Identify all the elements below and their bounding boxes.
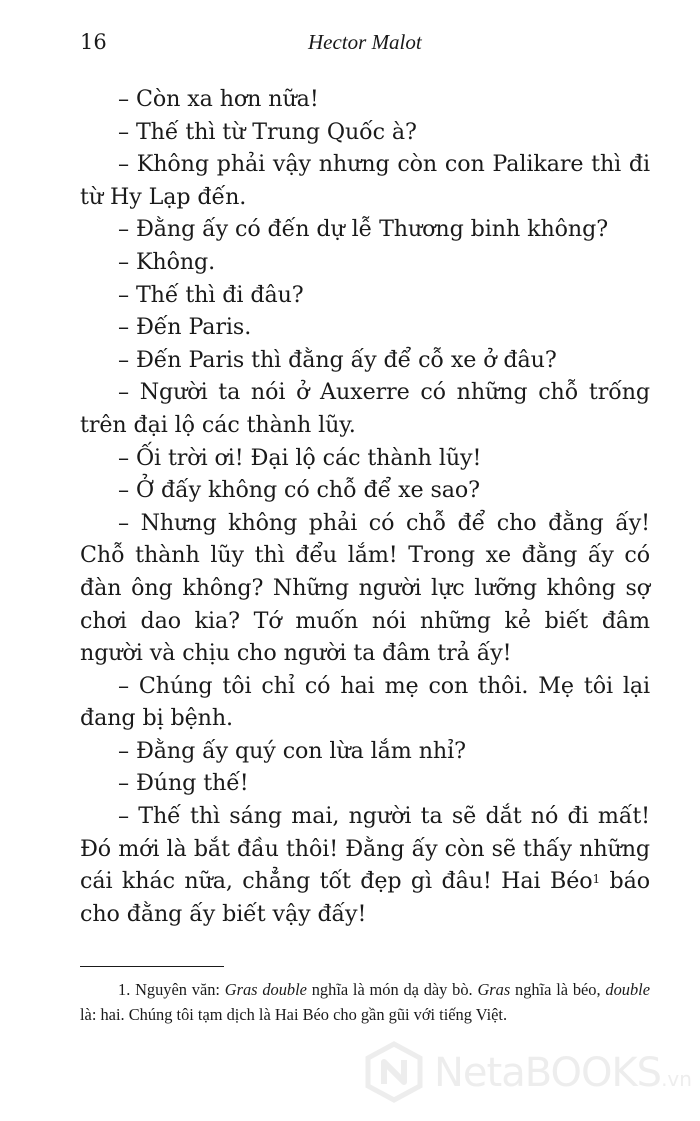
footnote-text: là: hai. Chúng tôi tạm dịch là Hai Béo cho gần gũi với tiếng Việt.: [80, 1005, 508, 1024]
paragraph: – Thế thì đi đâu?: [118, 281, 304, 308]
running-title: Hector Malot: [308, 30, 422, 54]
page-number: 16: [80, 30, 107, 54]
footnote-italic: double: [605, 980, 650, 999]
footnote-italic: Gras: [477, 980, 511, 999]
paragraph: – Đằng ấy quý con lừa lắm nhỉ?: [118, 737, 466, 764]
footnote-reference: 1: [592, 872, 601, 887]
paragraph: – Ở đấy không có chỗ để xe sao?: [118, 477, 480, 504]
paragraph: – Đúng thế!: [118, 770, 249, 797]
paragraph: – Ối trời ơi! Đại lộ các thành lũy!: [118, 444, 482, 471]
paragraph: – Còn xa hơn nữa!: [118, 86, 319, 112]
paragraph-text: – Thế thì sáng mai, người ta sẽ dắt nó đi mất! Đó mới là bắt đầu thôi! Đằng ấy còn sẽ thấy những cái khác nữa, chẳng tốt đẹp gì đâu! Hai Béo: [80, 803, 650, 895]
paragraph: – Chúng tôi chỉ có hai mẹ con thôi. Mẹ tôi lại đang bị bệnh.: [80, 672, 650, 732]
paragraph: – Thế thì từ Trung Quốc à?: [118, 118, 417, 145]
footnote-text: nghĩa là món dạ dày bò.: [306, 980, 478, 999]
footnote-text: Nguyên văn:: [130, 980, 225, 999]
footnote-number: 1.: [118, 980, 131, 999]
paragraph-with-footnote: [80, 800, 650, 930]
netabooks-logo-icon: [362, 1040, 426, 1104]
paragraph: – Người ta nói ở Auxerre có những chỗ trống trên đại lộ các thành lũy.: [80, 379, 650, 438]
watermark-text: [434, 1050, 692, 1096]
footnote-text: nghĩa là béo,: [510, 980, 606, 999]
footnote-italic: Gras double: [224, 980, 307, 999]
paragraph: – Đến Paris thì đằng ấy để cỗ xe ở đâu?: [118, 346, 557, 373]
watermark-brand: NetaBOOKS: [434, 1050, 662, 1096]
footnote: [80, 977, 650, 1027]
paragraph: – Đằng ấy có đến dự lễ Thương binh không?: [118, 216, 608, 243]
paragraph: – Không.: [118, 248, 216, 275]
paragraph: – Không phải vậy nhưng còn con Palikare thì đi từ Hy Lạp đến.: [80, 151, 650, 210]
page-header: [80, 30, 652, 64]
watermark-suffix: .vn: [661, 1067, 692, 1091]
body-text: [80, 83, 650, 930]
paragraph: – Nhưng không phải có chỗ để cho đằng ấy! Chỗ thành lũy thì đểu lắm! Trong xe đằng ấy có đàn ông không? Những người lực lưỡng không sợ chơi dao kia? Tớ muốn nói những kẻ biết đâm người và chịu cho người ta đâm trả ấy!: [80, 509, 650, 667]
footnote-divider: [80, 966, 224, 967]
paragraph-text: báo cho đằng ấy biết vậy đấy!: [80, 868, 650, 927]
paragraph: – Đến Paris.: [118, 314, 252, 341]
watermark: [362, 1040, 692, 1110]
